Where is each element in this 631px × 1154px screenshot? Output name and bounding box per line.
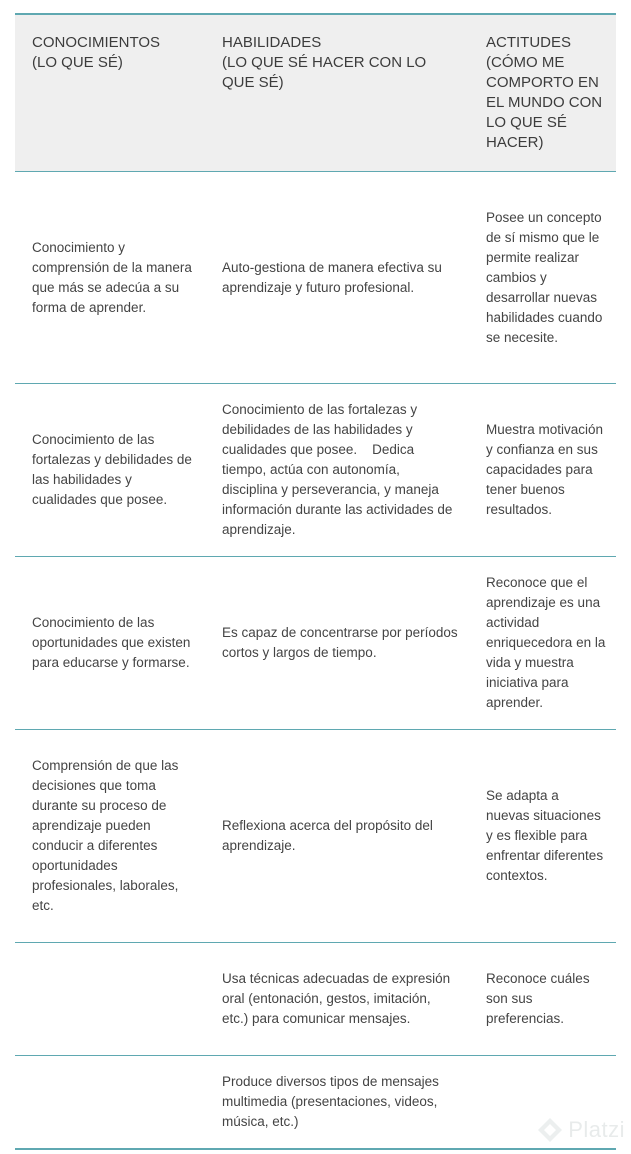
- table-row: [15, 384, 616, 557]
- table-row: [15, 172, 616, 384]
- header-actitudes: ACTITUDES (CÓMO ME COMPORTO EN EL MUNDO CON LO QUE SÉ HACER): [486, 34, 603, 151]
- header-row: [15, 14, 616, 172]
- cell-actitudes: Reconoce que el aprendizaje es una actividad enriquecedora en la vida y muestra iniciativa para aprender.: [486, 575, 606, 710]
- cell-conocimientos: [15, 1056, 205, 1149]
- cell-habilidades: Conocimiento de las fortalezas y debilidades de las habilidades y cualidades que posee. Dedica tiempo, actúa con autonomía, disciplina y perseverancia, y maneja información durante las actividades de aprendizaje.: [222, 402, 457, 537]
- cell-habilidades: Usa técnicas adecuadas de expresión oral (entonación, gestos, imitación, etc.) para comunicar mensajes.: [222, 971, 451, 1026]
- cell-habilidades: Produce diversos tipos de mensajes multimedia (presentaciones, videos, música, etc.): [222, 1073, 439, 1129]
- platzi-watermark: [536, 1116, 625, 1144]
- cell-habilidades: Auto-gestiona de manera efectiva su aprendizaje y futuro profesional.: [222, 259, 442, 295]
- cell-habilidades: Es capaz de concentrarse por períodos cortos y largos de tiempo.: [222, 625, 458, 660]
- cell-conocimientos: [15, 943, 205, 1056]
- header-habilidades: HABILIDADES (LO QUE SÉ HACER CON LO QUE SÉ): [222, 34, 427, 91]
- cell-actitudes: Se adapta a nuevas situaciones y es flexible para enfrentar diferentes contextos.: [486, 788, 604, 883]
- cell-conocimientos: Comprensión de que las decisiones que toma durante su proceso de aprendizaje pueden conducir a diferentes oportunidades profesionales, laborales, etc.: [32, 758, 179, 913]
- cell-actitudes: Reconoce cuáles son sus preferencias.: [486, 971, 590, 1026]
- table-row: [15, 557, 616, 730]
- cell-conocimientos: Conocimiento y comprensión de la manera que más se adecúa a su forma de aprender.: [32, 239, 192, 315]
- competencies-table: [15, 13, 616, 1150]
- table-header: [15, 14, 616, 172]
- watermark-text: Platzi: [568, 1117, 625, 1142]
- table-row: [15, 730, 616, 943]
- competencies-table-wrapper: [15, 13, 616, 1150]
- cell-conocimientos: Conocimiento de las fortalezas y debilidades de las habilidades y cualidades que posee.: [32, 432, 192, 507]
- table-row: [15, 1056, 616, 1149]
- header-conocimientos: CONOCIMIENTOS (LO QUE SÉ): [32, 34, 161, 71]
- cell-habilidades: Reflexiona acerca del propósito del aprendizaje.: [222, 818, 433, 853]
- cell-actitudes: Posee un concepto de sí mismo que le permite realizar cambios y desarrollar nuevas habilidades cuando se necesite.: [486, 209, 603, 345]
- table-body: [15, 172, 616, 1149]
- table-row: [15, 943, 616, 1056]
- cell-actitudes: Muestra motivación y confianza en sus capacidades para tener buenos resultados.: [486, 422, 604, 517]
- platzi-logo-icon: [536, 1116, 564, 1144]
- cell-conocimientos: Conocimiento de las oportunidades que existen para educarse y formarse.: [32, 615, 191, 670]
